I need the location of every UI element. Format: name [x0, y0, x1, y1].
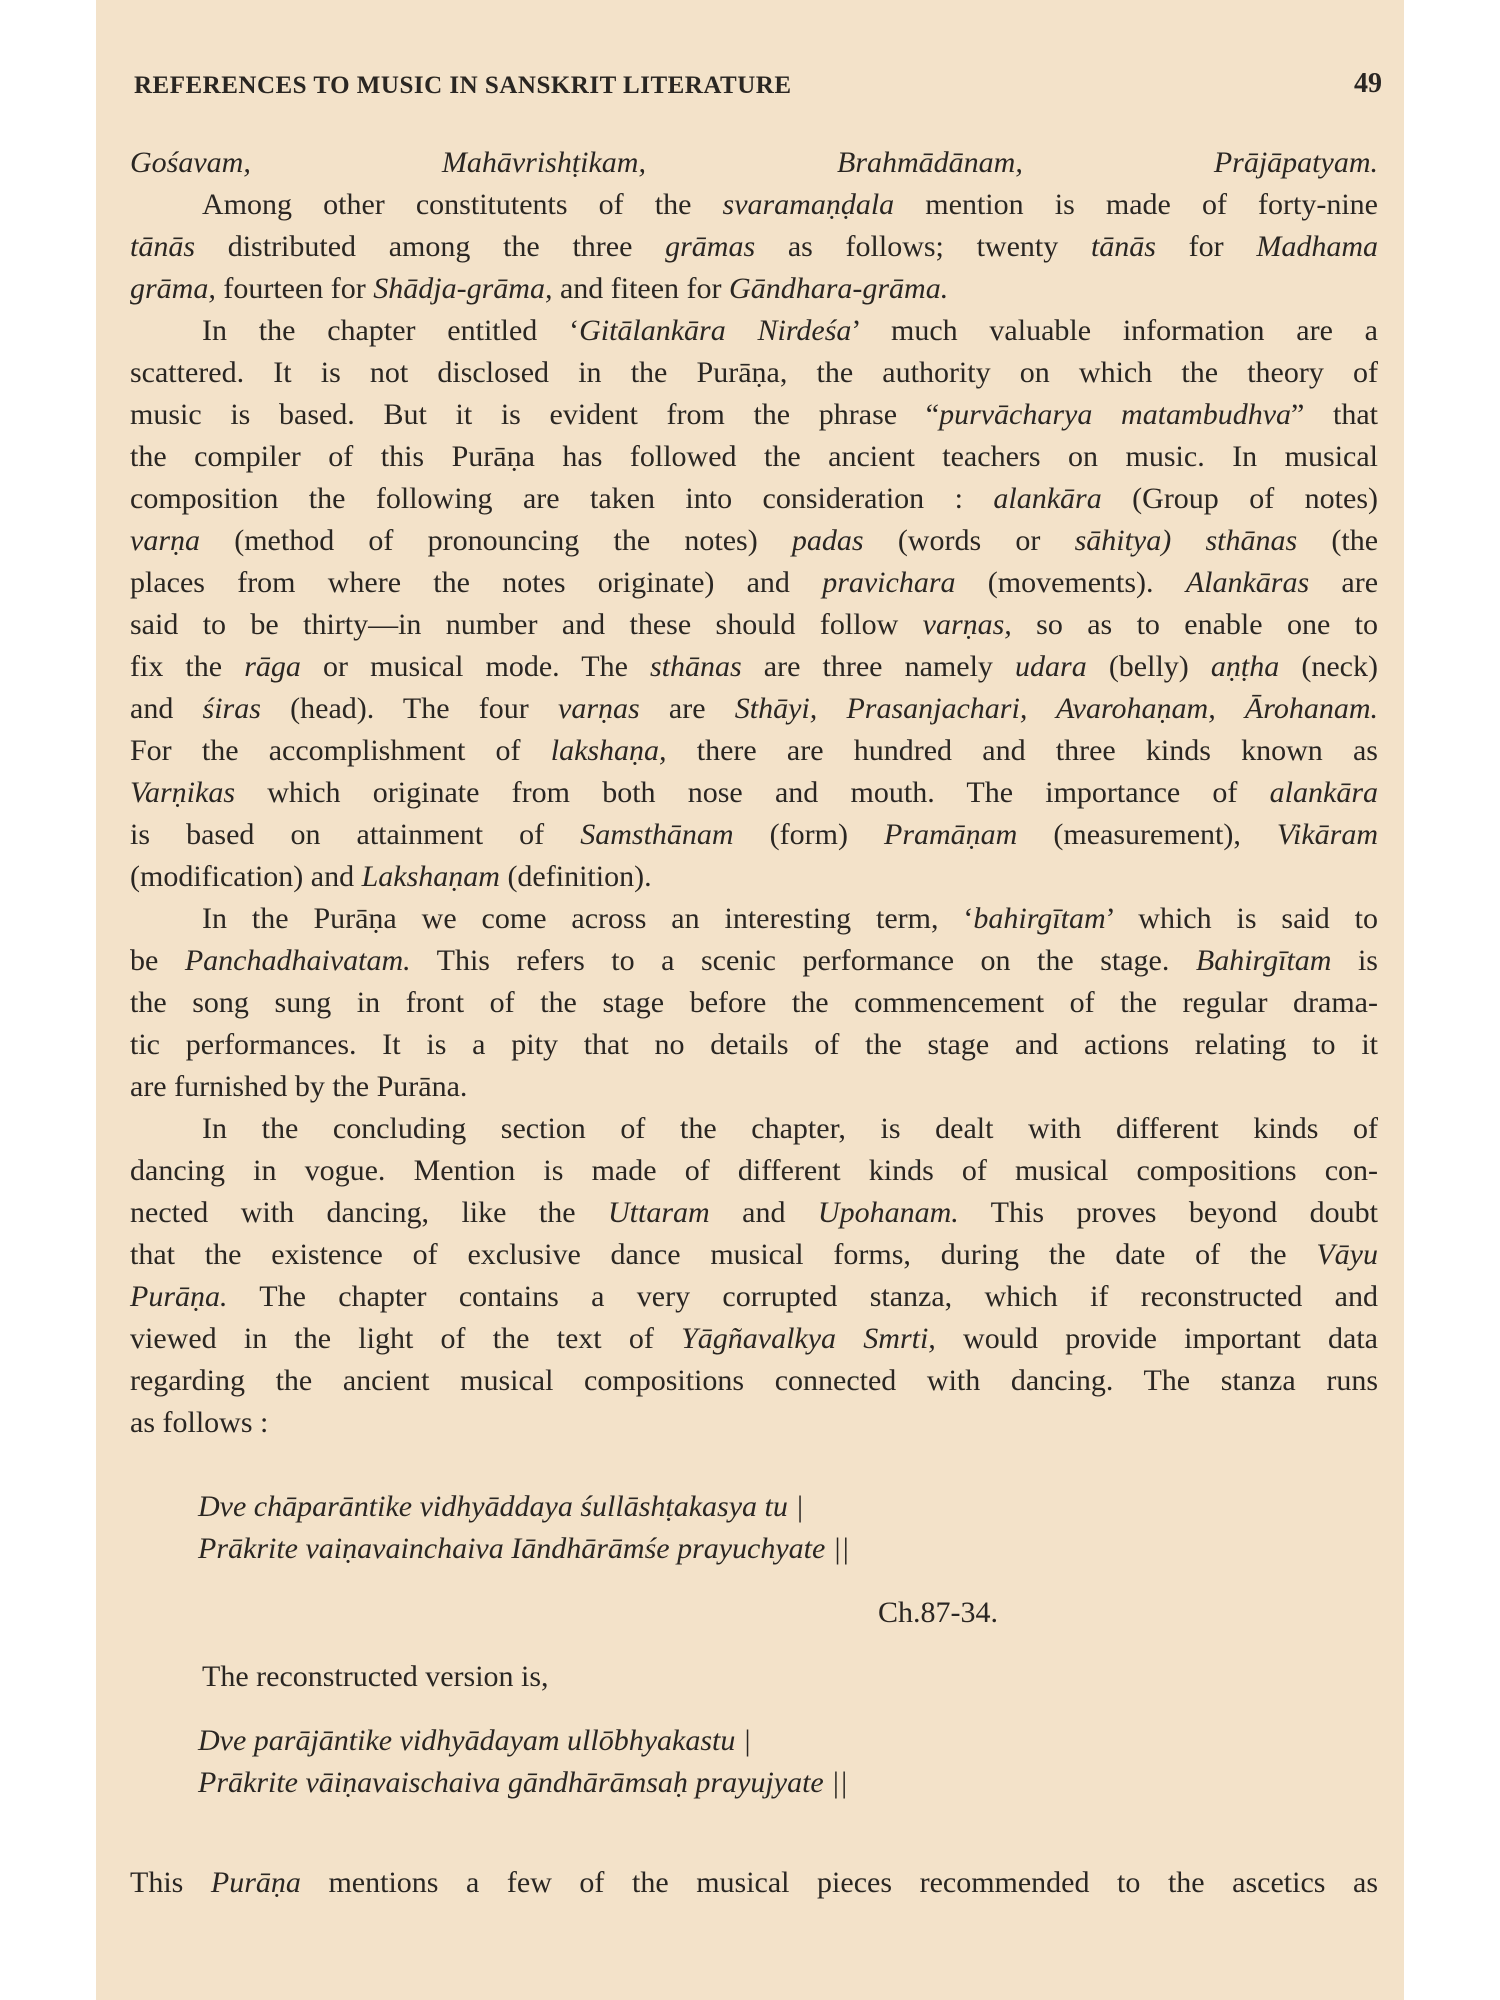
- text-segment: as follows :: [130, 1406, 269, 1439]
- text-line: [130, 1234, 1378, 1276]
- text-segment: tic performances. It is a pity that no details of the stage and actions relating to it: [130, 1028, 1378, 1061]
- text-segment: said to be thirty—in number and these should follow: [130, 608, 923, 641]
- text-segment: Gitālankāra Nirdeśa: [579, 314, 852, 347]
- text-line: [130, 982, 1378, 1024]
- text-segment: Gośavam, Mahāvrishṭikam, Brahmādānam, Prājāpatyam.: [130, 146, 1378, 179]
- text-segment: ’ which is said to: [1105, 902, 1379, 935]
- text-line: [130, 1066, 1378, 1108]
- text-line: [130, 940, 1378, 982]
- text-line: [130, 1108, 1378, 1150]
- text-segment: the compiler of this Purāṇa has followed the ancient teachers on music. In musical: [130, 440, 1378, 473]
- text-segment: regarding the ancient musical compositions connected with dancing. The stanza runs: [130, 1364, 1378, 1397]
- text-segment: viewed in the light of the text of: [130, 1322, 682, 1355]
- text-segment: Prākrite vaiṇavainchaiva Iāndhārāmśe prayuchyate ||: [198, 1532, 850, 1565]
- text-line: [130, 268, 1378, 310]
- text-line: [130, 1656, 1378, 1698]
- text-segment: is: [1331, 944, 1378, 977]
- text-segment: ’ much valuable information are a: [851, 314, 1379, 347]
- text-segment: Samsthānam: [580, 818, 734, 851]
- text-segment: This refers to a scenic performance on the stage.: [410, 944, 1196, 977]
- text-segment: rāga: [244, 650, 301, 683]
- text-line: [130, 772, 1378, 814]
- text-line: [130, 1318, 1378, 1360]
- text-line: [130, 1192, 1378, 1234]
- text-segment: The chapter contains a very corrupted stanza, which if reconstructed and: [227, 1280, 1378, 1313]
- text-segment: (the: [1297, 524, 1379, 557]
- spacer: [130, 1634, 1378, 1656]
- text-segment: (head). The four: [260, 692, 559, 725]
- text-line: [130, 730, 1378, 772]
- text-segment: sthānas: [1205, 524, 1298, 557]
- book-page: [96, 0, 1404, 2000]
- text-segment: Lakshaṇam: [361, 860, 500, 893]
- text-segment: (movements).: [955, 566, 1186, 599]
- text-segment: or musical mode. The: [300, 650, 650, 683]
- spacer: [130, 1570, 1378, 1592]
- text-line: [130, 436, 1378, 478]
- text-segment: are: [639, 692, 735, 725]
- verse-line: [130, 1486, 1378, 1528]
- text-line: [130, 1150, 1378, 1192]
- text-segment: mentions a few of the musical pieces recommended to the ascetics as: [300, 1866, 1378, 1899]
- text-line: [130, 646, 1378, 688]
- text-segment: would provide important data: [935, 1322, 1378, 1355]
- text-segment: alankāra: [993, 482, 1102, 515]
- text-segment: Varṇikas: [130, 776, 235, 809]
- text-segment: alankāra: [1269, 776, 1378, 809]
- text-segment: varṇas: [558, 692, 640, 725]
- text-line: [130, 184, 1378, 226]
- page-number: 49: [1354, 68, 1382, 99]
- text-segment: In the chapter entitled ‘: [202, 314, 580, 347]
- text-line: [130, 520, 1378, 562]
- text-segment: (words or: [863, 524, 1075, 557]
- text-segment: Alankāras: [1185, 566, 1310, 599]
- text-segment: [1171, 524, 1205, 557]
- page-header: [134, 68, 1382, 108]
- text-segment: so as to enable one to: [1011, 608, 1378, 641]
- spacer: [130, 1698, 1378, 1720]
- text-segment: scattered. It is not disclosed in the Purāṇa, the authority on which the theory of: [130, 356, 1378, 389]
- text-segment: Purāṇa: [210, 1866, 301, 1899]
- text-segment: are three namely: [741, 650, 1016, 683]
- text-line: [130, 394, 1378, 436]
- text-segment: tānās: [1090, 230, 1156, 263]
- text-segment: svaramaṇḍala: [722, 188, 895, 221]
- verse-line: [130, 1720, 1378, 1762]
- text-line: [130, 1276, 1378, 1318]
- text-line: [130, 688, 1378, 730]
- text-segment: Vikāram: [1276, 818, 1378, 851]
- text-segment: (method of pronouncing the notes): [200, 524, 792, 557]
- text-segment: Among other constitutents of the: [202, 188, 723, 221]
- text-line: [130, 1360, 1378, 1402]
- text-segment: music is based. But it is evident from the phrase “: [130, 398, 940, 431]
- text-segment: śiras: [202, 692, 261, 725]
- text-segment: be: [130, 944, 185, 977]
- text-segment: sthānas: [650, 650, 742, 683]
- verse-line: [130, 1528, 1378, 1570]
- text-line: [130, 1402, 1378, 1444]
- text-segment: are: [1309, 566, 1379, 599]
- text-line: [130, 814, 1378, 856]
- text-segment: For the accomplishment of: [130, 734, 551, 767]
- text-line: [130, 562, 1378, 604]
- text-segment: tānās: [130, 230, 196, 263]
- text-segment: padas: [791, 524, 864, 557]
- text-segment: ” that: [1291, 398, 1378, 431]
- text-segment: and fiteen for: [552, 272, 730, 305]
- text-segment: as follows; twenty: [755, 230, 1091, 263]
- verse-line: [130, 1762, 1378, 1804]
- spacer: [130, 1444, 1378, 1486]
- text-segment: Vāyu: [1316, 1238, 1378, 1271]
- text-segment: (definition).: [499, 860, 652, 893]
- text-segment: for: [1155, 230, 1257, 263]
- text-segment: fix the: [130, 650, 245, 683]
- text-segment: Pramāṇam: [884, 818, 1018, 851]
- text-segment: Gāndhara-grāma.: [729, 272, 949, 305]
- text-segment: distributed among the three: [195, 230, 666, 263]
- text-line: [130, 478, 1378, 520]
- text-segment: Yāgñavalkya Smrti,: [681, 1322, 936, 1355]
- text-segment: places from where the notes originate) and: [130, 566, 823, 599]
- text-line: [130, 352, 1378, 394]
- text-segment: In the Purāṇa we come across an interesting term, ‘: [202, 902, 974, 935]
- text-segment: (measurement),: [1017, 818, 1277, 851]
- text-segment: bahirgītam: [973, 902, 1106, 935]
- text-segment: grāmas: [665, 230, 756, 263]
- text-segment: Dve chāparāntike vidhyāddaya śullāshṭakasya tu |: [198, 1490, 804, 1523]
- text-line: [130, 1862, 1378, 1904]
- text-segment: purvācharya matambudhva: [939, 398, 1292, 431]
- text-segment: Bahirgītam: [1195, 944, 1332, 977]
- text-segment: sāhitya): [1074, 524, 1172, 557]
- text-segment: fourteen for: [215, 272, 374, 305]
- text-segment: mention is made of forty-nine: [894, 188, 1378, 221]
- text-segment: Shādja-grāma,: [373, 272, 553, 305]
- text-segment: udara: [1015, 650, 1087, 683]
- text-segment: varṇa: [130, 524, 200, 557]
- text-segment: there are hundred and three kinds known as: [666, 734, 1378, 767]
- spacer: [130, 1804, 1378, 1862]
- text-segment: Ch.87-34.: [878, 1596, 998, 1629]
- text-segment: The reconstructed version is,: [202, 1660, 549, 1693]
- text-segment: that the existence of exclusive dance musical forms, during the date of the: [130, 1238, 1317, 1271]
- text-segment: and: [130, 692, 203, 725]
- text-segment: Purāṇa.: [130, 1280, 228, 1313]
- text-segment: pravichara: [822, 566, 956, 599]
- text-segment: lakshaṇa,: [550, 734, 667, 767]
- text-line: [130, 310, 1378, 352]
- body-text: [130, 142, 1378, 1904]
- text-segment: nected with dancing, like the: [130, 1196, 608, 1229]
- text-segment: Panchadhaivatam.: [184, 944, 411, 977]
- text-segment: Prākrite vāiṇavaischaiva gāndhārāmsaḥ prayujyate ||: [198, 1766, 848, 1799]
- text-segment: (belly): [1086, 650, 1211, 683]
- text-segment: Upohanam.: [817, 1196, 959, 1229]
- text-line: [130, 856, 1378, 898]
- text-segment: (Group of notes): [1101, 482, 1378, 515]
- text-segment: dancing in vogue. Mention is made of different kinds of musical compositions con-: [130, 1154, 1378, 1187]
- text-segment: aṇṭha: [1210, 650, 1280, 683]
- text-segment: which originate from both nose and mouth. The importance of: [235, 776, 1270, 809]
- running-title: REFERENCES TO MUSIC IN SANSKRIT LITERATURE: [134, 72, 792, 99]
- text-segment: (neck): [1279, 650, 1378, 683]
- text-line: [130, 604, 1378, 646]
- text-segment: Uttaram: [607, 1196, 710, 1229]
- text-segment: Dve parājāntike vidhyādayam ullōbhyakastu |: [198, 1724, 752, 1757]
- text-segment: This proves beyond doubt: [958, 1196, 1378, 1229]
- text-segment: (modification) and: [130, 860, 362, 893]
- text-line: [130, 898, 1378, 940]
- text-segment: the song sung in front of the stage before the commencement of the regular drama-: [130, 986, 1378, 1019]
- text-segment: Sthāyi, Prasanjachari, Avarohaṇam, Ārohanam.: [734, 692, 1378, 725]
- text-segment: In the concluding section of the chapter, is dealt with different kinds of: [202, 1112, 1378, 1145]
- text-segment: Madhama: [1256, 230, 1378, 263]
- text-line: [130, 142, 1378, 184]
- text-segment: grāma,: [130, 272, 216, 305]
- text-segment: varṇas,: [922, 608, 1012, 641]
- text-segment: is based on attainment of: [130, 818, 581, 851]
- text-segment: This: [130, 1866, 211, 1899]
- text-segment: (form): [733, 818, 885, 851]
- text-segment: and: [709, 1196, 818, 1229]
- verse-reference: [130, 1592, 1378, 1634]
- text-line: [130, 226, 1378, 268]
- text-segment: are furnished by the Purāna.: [130, 1070, 468, 1103]
- text-line: [130, 1024, 1378, 1066]
- text-segment: composition the following are taken into consideration :: [130, 482, 994, 515]
